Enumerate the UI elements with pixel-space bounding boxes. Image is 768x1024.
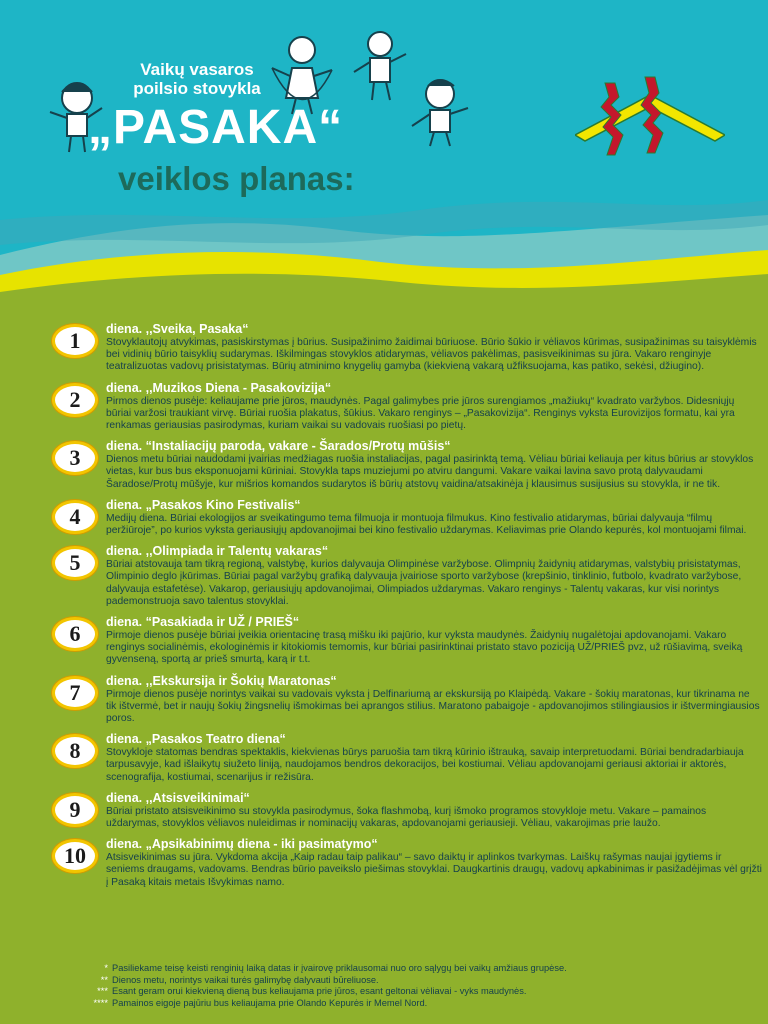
- day-description: Pirmos dienos pusėje: keliaujame prie jūros, maudynės. Pagal galimybes prie jūros surengiamos „mažiukų“ kvadrato varžybos. Didesniųjų būriai varžosi traukiant virvę. Būriai ruošia plakatus, šūkius. Vakaro renginys – „Pasakovizija“. Renginys vyksta Eurovizijos formatu, kai yra renkamas geriausias pasirodymas, kuriam vaikai su vadovais ruošiasi po pietų.: [106, 395, 735, 432]
- day-number-badge: 5: [52, 546, 98, 580]
- day-2: [52, 381, 762, 433]
- day-description: Pirmoje dienos pusėje būriai įveikia orientacinę trasą mišku iki pajūrio, kur vyksta maudynės. Žaidynių nugalėtojai apdovanojami. Vakaro renginys socialinėmis, ekologinėmis ir kitokiomis temomis, kur būriai pasirinktinai pristato stavo poziciją UŽ/PRIEŠ pvz, už rūšiavimą, sveiką gyvenseną, sportą ar prieš smurtą, karą ir t.t.: [106, 630, 743, 666]
- day-number-badge: 2: [52, 383, 98, 417]
- footnote: [80, 963, 740, 975]
- day-title: diena. ,,Ekskursija ir Šokių Maratonas“: [106, 673, 337, 688]
- footnotes: [80, 963, 740, 1009]
- day-title: diena. „Pasakos Kino Festivalis“: [106, 497, 301, 512]
- plan-heading: veiklos planas:: [118, 160, 355, 197]
- day-title: diena. „Apsikabinimų diena - iki pasimatymo“: [106, 837, 378, 852]
- day-number-badge: 10: [52, 839, 98, 873]
- day-title: diena. „Pasakos Teatro diena“: [106, 732, 286, 747]
- footnote-text: Esant geram orui kiekvieną dieną bus keliaujama prie jūros, esant geltonai vėliavai - vyks maudynės.: [112, 986, 527, 996]
- footnote: [80, 998, 740, 1010]
- day-number-badge: 6: [52, 617, 98, 651]
- day-number-badge: 9: [52, 793, 98, 827]
- day-title: diena. ,,Atsisveikinimai“: [106, 790, 250, 805]
- day-title: diena. “Pasakiada ir UŽ / PRIEŠ“: [106, 615, 300, 630]
- day-number-badge: 3: [52, 441, 98, 475]
- day-10: [52, 837, 762, 889]
- day-description: Pirmoje dienos pusėje norintys vaikai su vadovais vyksta į Delfinariumą ar ekskursiją po Klaipėdą. Vakare - šokių maratonas, kur tikrinama ne tik ištvermė, bet ir naujų šokių žingsnelių išmokimas bei aprangos stilius. Maratono pabaigoje - apdovanojimos stilingiausios ir ištvermingiausios poros.: [106, 688, 760, 725]
- day-description: Stovyklautojų atvykimas, pasiskirstymas į būrius. Susipažinimo žaidimai būriuose. Būrio šūkio ir vėliavos kūrimas, susipažinimas su taisyklėmis bei vidinių būrio taisyklių sudarymas. Iškilmingas stovyklos atidarymas, vėliavos pakėlimas, pasisveikinimas su jūra. Vakaro renginyje teatralizuotas vadovų prisistatymas. Būrių atminimo knygelių gamyba (kiekvieną vakarą užfiksuojama, kas patiko, sekėsi, džiugino).: [106, 337, 757, 373]
- footnote: [80, 986, 740, 998]
- footnote-text: Pasiliekame teisę keisti renginių laiką datas ir įvairovę priklausomai nuo oro sąlygų bei vaikų amžiaus grupėse.: [112, 963, 567, 973]
- stylized-ornament-logo-icon: [575, 75, 725, 170]
- day-9: [52, 791, 762, 830]
- day-title: diena. ,,Olimpiada ir Talentų vakaras“: [106, 544, 329, 559]
- day-description: Būriai pristato atsisveikinimo su stovykla pasirodymus, šoka flashmobą, kurį išmoko programos stovykloje metu. Vakare – pamainos uždarymas, stovyklos vėliavos nuleidimas ir nominacijų vakaras, apdovanojami geriausieji. Vėliau, vakarojimas prie laužo.: [106, 805, 707, 830]
- day-title: diena. “Instaliacijų paroda, vakare - Šarados/Protų mūšis“: [106, 439, 451, 454]
- day-description: Medijų diena. Būriai ekologijos ar sveikatingumo tema filmuoja ir montuoja filmukus. Kino festivalio atidarymas, būriai dalyvauja “filmų peržiūroje”, po kurios vyksta geriausiųjų apdovanojimai bei kino festivalio uždarymas. Keliavimas prie Olando kepurės, kol montuojami filmai.: [106, 512, 747, 537]
- footnote-mark: *: [104, 963, 108, 973]
- footnote: [80, 975, 740, 987]
- day-number-badge: 8: [52, 734, 98, 768]
- day-title: diena. ,,Sveika, Pasaka“: [106, 322, 249, 336]
- day-5: [52, 544, 762, 608]
- day-6: [52, 615, 762, 667]
- footnote-mark: ***: [97, 986, 108, 996]
- day-number-badge: 7: [52, 676, 98, 710]
- day-description: Dienos metu būriai naudodami įvairias medžiagas ruošia instaliacijas, pagal pasirinktą temą. Vėliau būriai keliauja per kitus būrius ar stovyklos vietas, kur bus bus eksponuojami kūriniai. Stovykla taps muziejumi po atviru dangumi. Vakare vaikai lavina savo protą dalyvaudami Šaradose/Protų mūšyje, kur mišrios komandos sudarytos iš būrių atstovų vaidina/atsakinėja į klausimus susijusius su stovykla, ir ne tik.: [106, 454, 754, 490]
- day-4: [52, 498, 762, 537]
- day-description: Atsisveikinimas su jūra. Vykdoma akcija „Kaip radau taip palikau“ – savo daiktų ir aplinkos tvarkymas. Laiškų rašymas naujai įgytiems ir seniems draugams, vadovams. Bendras būrio paveikslo piešimas stovyklai. Daugkartinis draugų, vadovų apkabinimas ir pasižadėjimas vėl grįžti į Pasaką kitais metais Išvykimas namo.: [106, 852, 762, 888]
- footnote-text: Pamainos eigoje pajūriu bus keliaujama prie Olando Kepurės ir Memel Nord.: [112, 997, 428, 1008]
- day-title: diena. ,,Muzikos Diena - Pasakovizija“: [106, 380, 332, 395]
- day-7: [52, 674, 762, 726]
- footnote-mark: ****: [93, 997, 108, 1008]
- day-number-badge: 1: [52, 324, 98, 358]
- day-8: [52, 732, 762, 784]
- camp-subtitle: Vaikų vasaros poilsio stovykla: [133, 60, 261, 98]
- days-list: [52, 322, 762, 896]
- footnote-text: Dienos metu, norintys vaikai turės galimybę dalyvauti būreliuose.: [112, 974, 379, 985]
- day-description: Stovykloje statomas bendras spektaklis, kiekvienas būrys paruošia tam tikrą kūrinio ištrauką, savaip interpretuodami. Būriai bendradarbiauja tarpusavyje, kad išlaikytų siužeto liniją, naudojamos bendros dekoracijos, bei kostiumai. Vėliau apdovanojami geriausi aktoriai ir aktorės, scenografija, kostiumai, scenarijus ir režisūra.: [106, 747, 744, 783]
- day-number-badge: 4: [52, 500, 98, 534]
- camp-title: „PASAKA“: [88, 101, 344, 154]
- footnote-mark: **: [100, 974, 108, 985]
- day-description: Būriai atstovauja tam tikrą regioną, valstybę, kurios dalyvauja Olimpinėse varžybose. Olimpnių žaidynių atidarymas, valstybių prisistatymas, Olimpinio deglo įkūrimas. Būriai pagal varžybų grafiką dalyvauja įvairiose sporto varžybose (krepšinio, tinklinio, futbolo, kvadrato varžybose, dalyvauja estafetėse). Vakarop, geriausiųjų apdovanojimai, Olimpiados uždarymas. Vakaro renginys - Talentų vakaras, kur visi norintys pademonstruoja savo talentus stovyklai.: [106, 559, 742, 607]
- day-1: [52, 322, 762, 374]
- day-3: [52, 439, 762, 491]
